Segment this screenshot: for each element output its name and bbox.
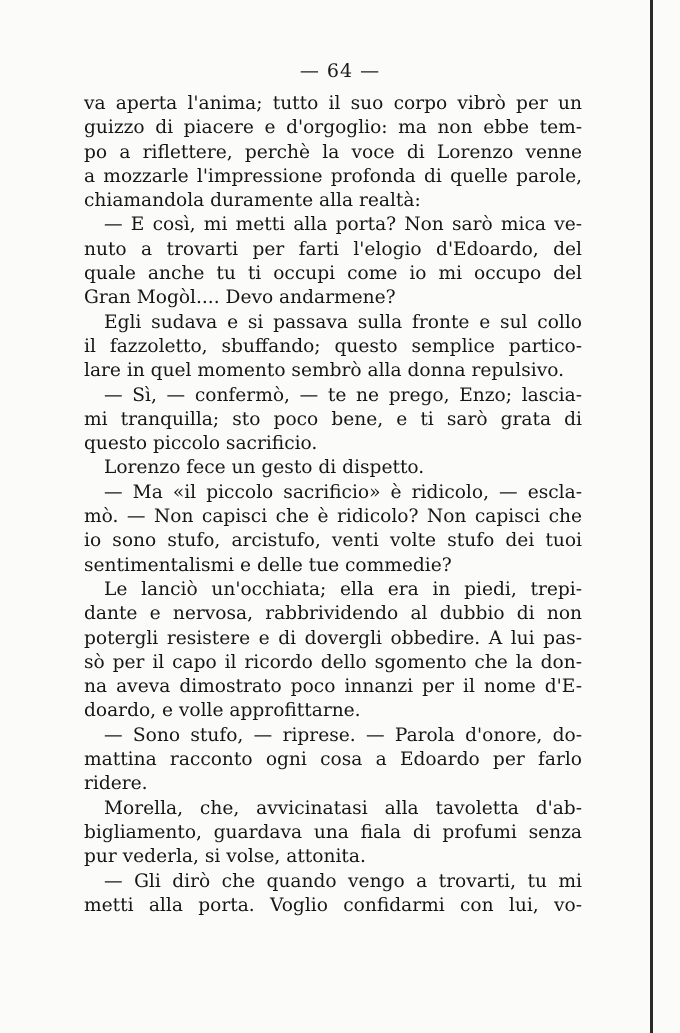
text-line: ridere. xyxy=(84,773,148,795)
text-line: po a riflettere, perchè la voce di Lorenzo venne xyxy=(84,141,582,163)
text-line: na aveva dimostrato poco innanzi per il nome d'E- xyxy=(84,676,582,698)
text-line: va aperta l'anima; tutto il suo corpo vibrò per un xyxy=(84,93,582,114)
page-number: — 64 — xyxy=(299,60,381,82)
text-line: mattina racconto ogni cosa a Edoardo per farlo xyxy=(84,749,582,771)
text-line: nuto a trovarti per farti l'elogio d'Edoardo, del xyxy=(84,238,582,260)
text-line: sò per il capo il ricordo dello sgomento che la don- xyxy=(84,651,582,673)
body-text xyxy=(84,92,582,918)
text-line: io sono stufo, arcistufo, venti volte stufo dei tuoi xyxy=(84,530,582,552)
text-line: pur vederla, si volse, attonita. xyxy=(84,846,366,868)
text-line: mò. — Non capisci che è ridicolo? Non capisci che xyxy=(84,506,582,528)
text-line: dante e nervosa, rabbrividendo al dubbio di non xyxy=(84,603,582,625)
text-line: — E così, mi metti alla porta? Non sarò mica ve- xyxy=(104,214,582,236)
text-line: Gran Mogòl.... Devo andarmene? xyxy=(84,287,396,309)
text-line: — Gli dirò che quando vengo a trovarti, tu mi xyxy=(104,870,582,892)
text-line: Lorenzo fece un gesto di dispetto. xyxy=(104,457,425,479)
text-line: bigliamento, guardava una fiala di profumi senza xyxy=(84,821,582,843)
text-line: metti alla porta. Voglio confidarmi con lui, vo- xyxy=(84,894,582,916)
text-line: — Sì, — confermò, — te ne prego, Enzo; lascia- xyxy=(104,384,582,406)
text-line: a mozzarle l'impressione profonda di quelle parole, xyxy=(84,165,582,187)
text-line: Le lanciò un'occhiata; ella era in piedi, trepi- xyxy=(104,578,582,600)
text-line: quale anche tu ti occupi come io mi occupo del xyxy=(84,263,582,285)
text-line: mi tranquilla; sto poco bene, e ti sarò grata di xyxy=(84,408,582,430)
text-line: chiamandola duramente alla realtà: xyxy=(84,190,421,212)
text-line: sentimentalismi e delle tue commedie? xyxy=(84,554,452,576)
text-line: lare in quel momento sembrò alla donna repulsivo. xyxy=(84,360,564,382)
text-line: doardo, e volle approfittarne. xyxy=(84,700,361,722)
text-line: — Sono stufo, — riprese. — Parola d'onore, do- xyxy=(104,724,582,746)
text-line: il fazzoletto, sbuffando; questo semplice partico- xyxy=(84,335,582,357)
page-edge-line xyxy=(650,0,653,1033)
text-line: questo piccolo sacrificio. xyxy=(84,433,318,455)
text-line: Egli sudava e si passava sulla fronte e sul collo xyxy=(104,311,582,333)
text-line: potergli resistere e di dovergli obbedire. A lui pas- xyxy=(84,627,582,649)
text-line: guizzo di piacere e d'orgoglio: ma non ebbe tem- xyxy=(84,117,582,139)
text-line: — Ma «il piccolo sacrificio» è ridicolo, — escla- xyxy=(104,481,582,503)
text-line: Morella, che, avvicinatasi alla tavoletta d'ab- xyxy=(104,797,582,819)
